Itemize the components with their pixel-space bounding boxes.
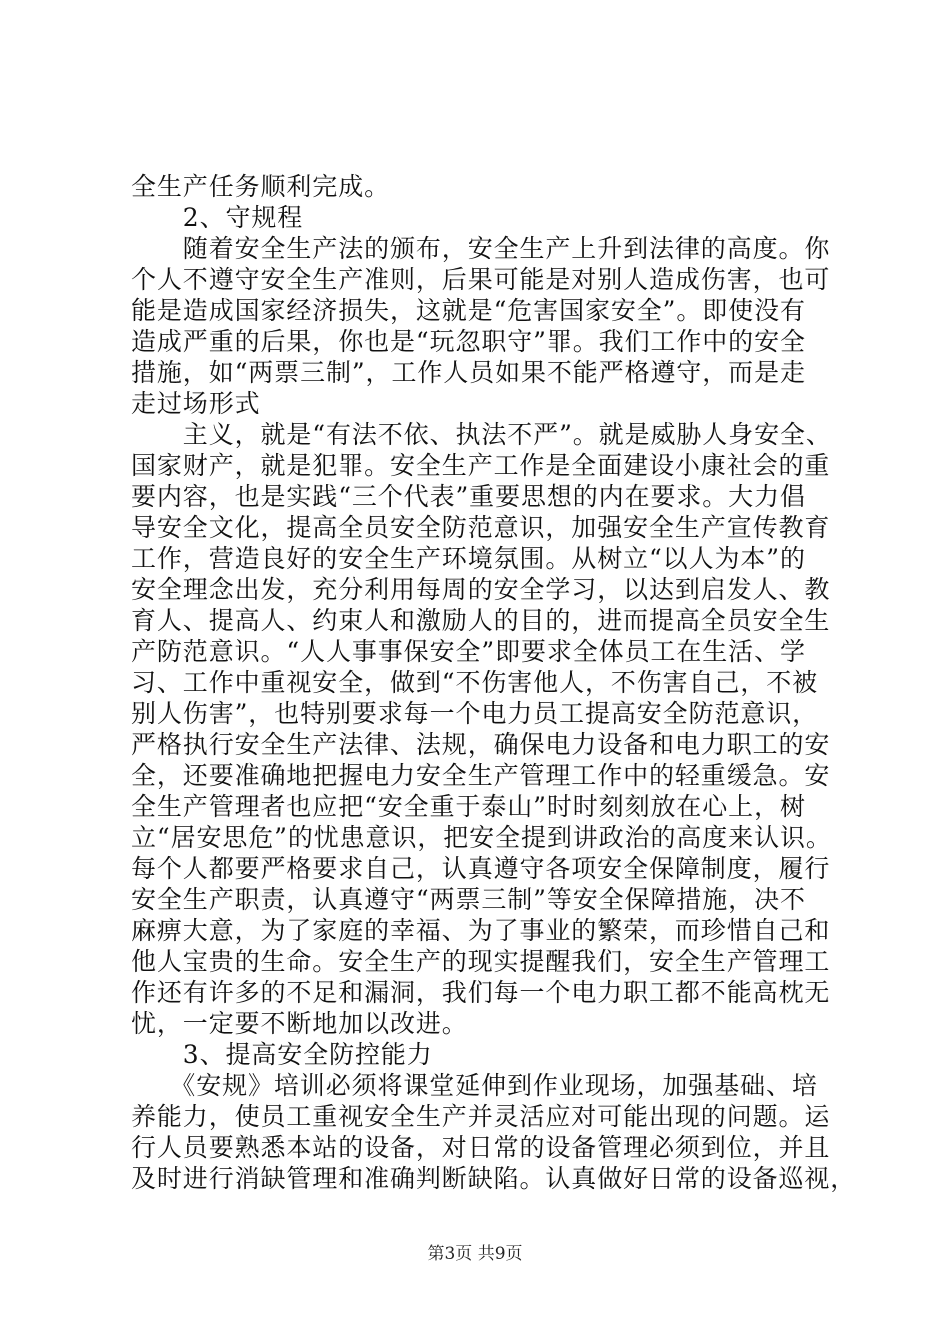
text-line: 个人不遵守安全生产准则，后果可能是对别人造成伤害，也可	[131, 265, 831, 294]
text-line: 立“居安思危”的忧患意识，把安全提到讲政治的高度来认识。	[131, 823, 832, 852]
text-line: 工作，营造良好的安全生产环境氛围。从树立“以人为本”的	[131, 544, 806, 573]
text-line: 导安全文化，提高全员安全防范意识，加强安全生产宣传教育	[131, 513, 831, 542]
text-line: 走过场形式	[131, 389, 261, 418]
text-line: 措施，如“两票三制”，工作人员如果不能严格遵守，而是走	[131, 358, 806, 387]
document-body	[131, 171, 857, 1194]
text-line: 全生产任务顺利完成。	[131, 172, 391, 201]
text-line: 别人伤害”，也特别要求每一个电力员工提高安全防范意识，	[131, 699, 819, 728]
text-line: 造成严重的后果，你也是“玩忽职守”罪。我们工作中的安全	[131, 327, 806, 356]
text-line: 每个人都要严格要求自己，认真遵守各项安全保障制度，履行	[131, 854, 831, 883]
text-line: 《安规》培训必须将课堂延伸到作业现场，加强基础、培	[131, 1071, 818, 1100]
text-line: 能是造成国家经济损失，这就是“危害国家安全”。即使没有	[131, 296, 806, 325]
text-line: 习、工作中重视安全，做到“不伤害他人，不伤害自己，不被	[131, 668, 819, 697]
page-number-footer: 第3页 共9页	[427, 1244, 523, 1264]
text-line: 行人员要熟悉本站的设备，对日常的设备管理必须到位，并且	[131, 1133, 831, 1162]
text-line: 随着安全生产法的颁布，安全生产上升到法律的高度。你	[131, 234, 831, 263]
text-line: 安全生产职责，认真遵守“两票三制”等安全保障措施，决不	[131, 885, 806, 914]
text-line: 安全理念出发，充分利用每周的安全学习，以达到启发人、教	[131, 575, 831, 604]
section-heading: 3、提高安全防控能力	[131, 1040, 433, 1069]
text-line: 全生产管理者也应把“安全重于泰山”时时刻刻放在心上，树	[131, 792, 806, 821]
text-line: 育人、提高人、约束人和激励人的目的，进而提高全员安全生	[131, 606, 831, 635]
text-line: 忧，一定要不断地加以改进。	[131, 1009, 468, 1038]
text-line: 全，还要准确地把握电力安全生产管理工作中的轻重缓急。安	[131, 761, 831, 790]
text-line: 麻痹大意，为了家庭的幸福、为了事业的繁荣，而珍惜自己和	[131, 916, 831, 945]
text-line: 作还有许多的不足和漏洞，我们每一个电力职工都不能高枕无	[131, 978, 831, 1007]
text-line: 他人宝贵的生命。安全生产的现实提醒我们，安全生产管理工	[131, 947, 831, 976]
text-line: 主义，就是“有法不依、执法不严”。就是威胁人身安全、	[131, 420, 832, 449]
text-line: 产防范意识。“人人事事保安全”即要求全体员工在生活、学	[131, 637, 806, 666]
section-heading: 2、守规程	[131, 203, 304, 232]
text-line: 及时进行消缺管理和准确判断缺陷。认真做好日常的设备巡视，	[131, 1164, 857, 1193]
text-line: 要内容，也是实践“三个代表”重要思想的内在要求。大力倡	[131, 482, 806, 511]
text-line: 国家财产，就是犯罪。安全生产工作是全面建设小康社会的重	[131, 451, 831, 480]
text-line: 严格执行安全生产法律、法规，确保电力设备和电力职工的安	[131, 730, 831, 759]
text-line: 养能力，使员工重视安全生产并灵活应对可能出现的问题。运	[131, 1102, 831, 1131]
